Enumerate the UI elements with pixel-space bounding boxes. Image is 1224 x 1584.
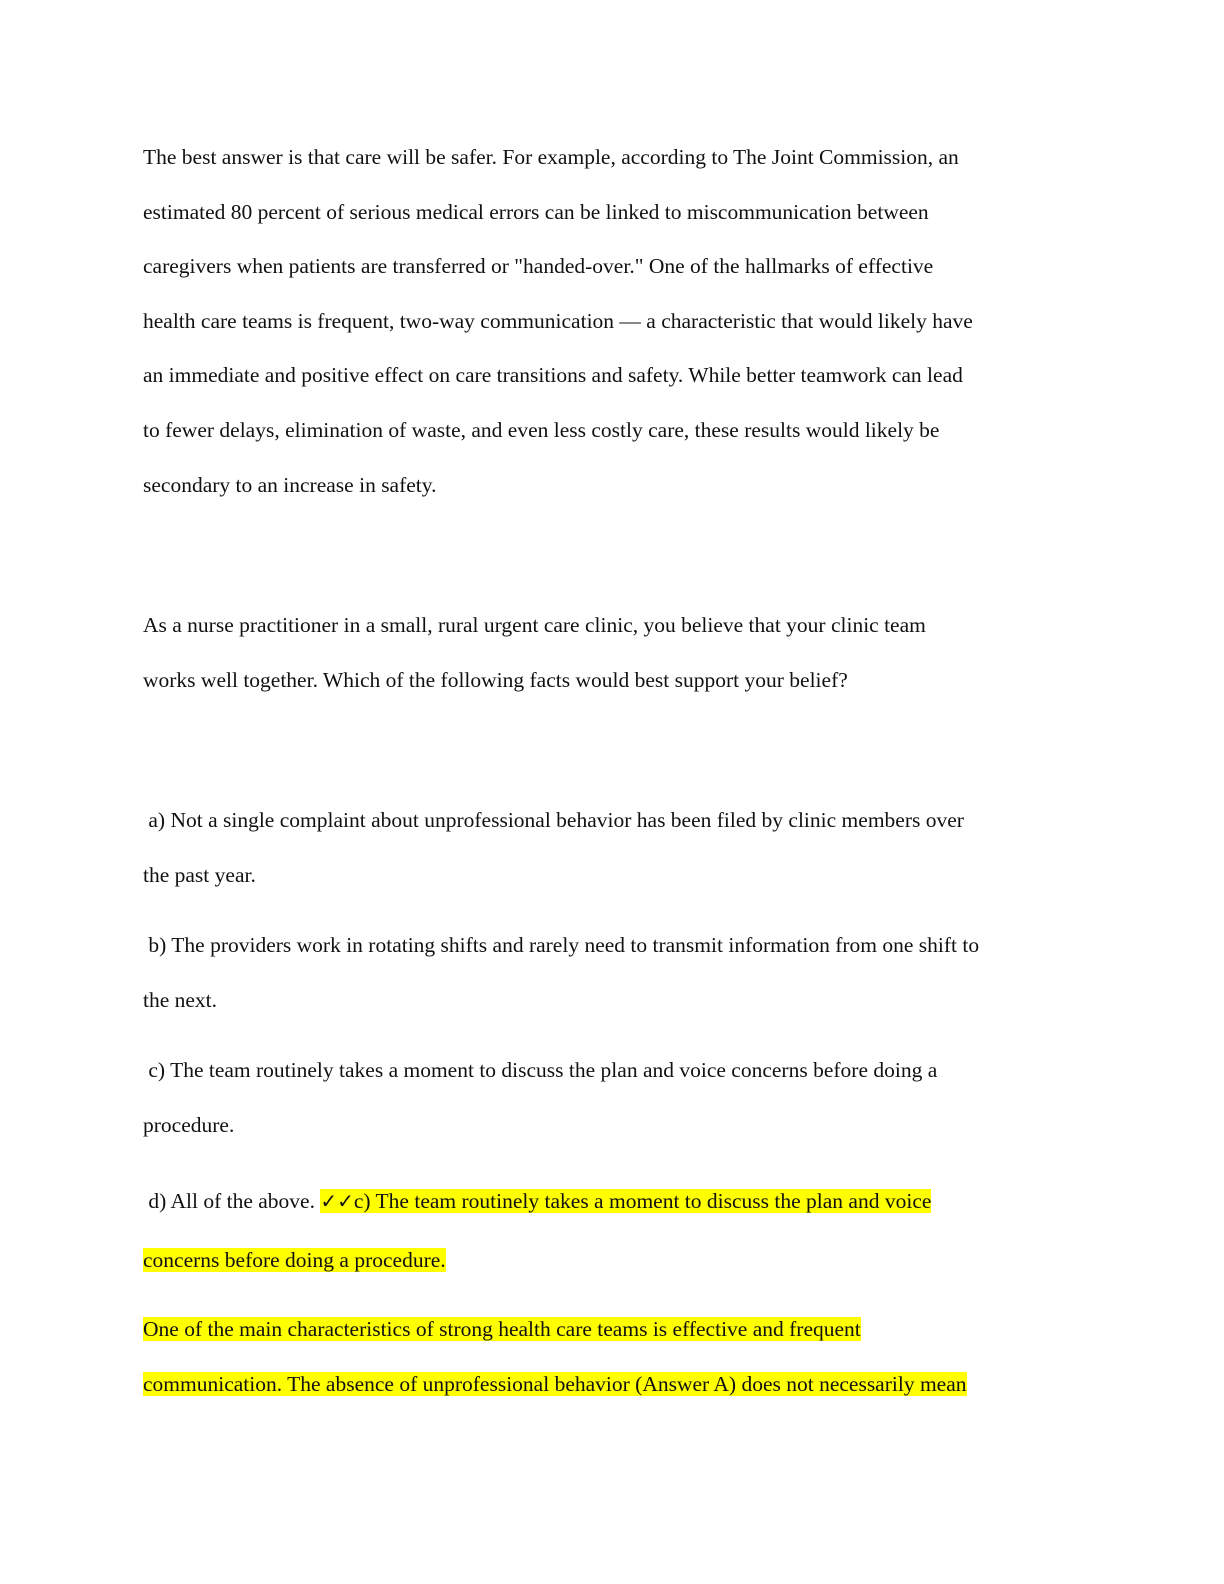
check-marks-icon: ✓✓ — [320, 1189, 354, 1213]
text-line: the past year. — [143, 862, 256, 887]
text-line: the next. — [143, 987, 218, 1012]
text-line: caregivers when patients are transferred or "handed-over." One of the hallmarks of effective — [143, 254, 934, 279]
option-c — [143, 1043, 1073, 1152]
option-a — [143, 793, 1073, 902]
text-line: estimated 80 percent of serious medical errors can be linked to miscommunication between — [143, 199, 929, 224]
text-line: b) The providers work in rotating shifts and rarely need to transmit information from one shift to — [143, 933, 980, 957]
option-d-text: d) All of the above. — [143, 1189, 321, 1213]
option-d — [143, 1172, 1073, 1290]
explanation-paragraph — [143, 130, 1073, 512]
text-line: secondary to an increase in safety. — [143, 472, 437, 497]
text-line: procedure. — [143, 1112, 235, 1137]
text-line: As a nurse practitioner in a small, rural urgent care clinic, you believe that your clinic team — [143, 613, 926, 637]
option-d-line — [143, 1172, 1073, 1231]
rationale-paragraph — [143, 1302, 1073, 1411]
text-line: a) Not a single complaint about unprofessional behavior has been filed by clinic members over — [143, 808, 964, 832]
text-line: The best answer is that care will be safer. For example, according to The Joint Commission, an — [143, 145, 959, 169]
option-b — [143, 918, 1073, 1027]
text-line: works well together. Which of the following facts would best support your belief? — [143, 667, 848, 692]
text-line: an immediate and positive effect on care transitions and safety. While better teamwork can lead — [143, 363, 963, 388]
text-line: health care teams is frequent, two-way communication — a characteristic that would likely have — [143, 308, 973, 333]
text-line: to fewer delays, elimination of waste, and even less costly care, these results would likely be — [143, 417, 940, 442]
text-line — [143, 1357, 1073, 1412]
text-line — [143, 1302, 1073, 1357]
question-paragraph — [143, 598, 1073, 707]
highlighted-answer: concerns before doing a procedure. — [143, 1248, 446, 1272]
highlighted-text: One of the main characteristics of strong health care teams is effective and frequent — [143, 1317, 861, 1341]
highlighted-text: communication. The absence of unprofessional behavior (Answer A) does not necessarily mean — [143, 1371, 967, 1396]
answer-line — [143, 1231, 1073, 1290]
highlighted-answer — [320, 1189, 931, 1213]
text-line: c) The team routinely takes a moment to discuss the plan and voice concerns before doing a — [143, 1058, 938, 1082]
answer-text: c) The team routinely takes a moment to discuss the plan and voice — [353, 1189, 932, 1213]
